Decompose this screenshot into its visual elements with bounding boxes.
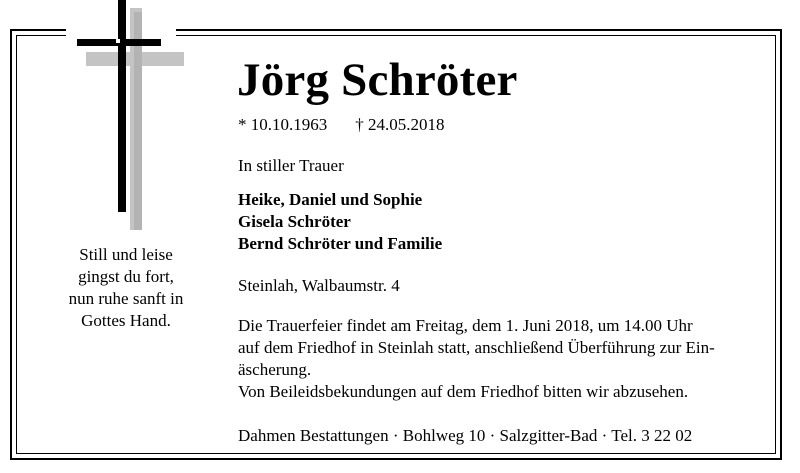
ceremony-info bbox=[238, 315, 778, 403]
poem-line: gingst du fort, bbox=[78, 267, 174, 286]
family-address: Steinlah, Walbaumstr. 4 bbox=[238, 276, 400, 295]
mourner-name: Bernd Schröter und Familie bbox=[238, 234, 443, 253]
mourning-intro: In stiller Trauer bbox=[238, 156, 344, 175]
life-dates bbox=[238, 115, 445, 135]
poem-line: Still und leise bbox=[79, 245, 173, 264]
poem-line: Gottes Hand. bbox=[81, 311, 171, 330]
mourner-name: Heike, Daniel und Sophie bbox=[238, 190, 423, 209]
birth-date: * 10.10.1963 bbox=[238, 115, 328, 134]
ceremony-line: Von Beileidsbekundungen auf dem Friedhof bitten wir abzusehen. bbox=[238, 382, 689, 401]
deceased-name: Jörg Schröter bbox=[237, 54, 518, 106]
poem-line: nun ruhe sanft in bbox=[68, 289, 184, 308]
cross-icon bbox=[0, 0, 200, 240]
ceremony-line: äscherung. bbox=[238, 360, 312, 379]
ceremony-line: Die Trauerfeier findet am Freitag, dem 1. Juni 2018, um 14.00 Uhr bbox=[238, 316, 693, 335]
death-date: † 24.05.2018 bbox=[355, 115, 445, 134]
ceremony-line: auf dem Friedhof in Steinlah statt, anschließend Überführung zur Ein- bbox=[238, 338, 715, 357]
undertaker-info: Dahmen Bestattungen · Bohlweg 10 · Salzgitter-Bad · Tel. 3 22 02 bbox=[238, 426, 693, 445]
mourner-name: Gisela Schröter bbox=[238, 212, 351, 231]
poem bbox=[52, 244, 200, 332]
